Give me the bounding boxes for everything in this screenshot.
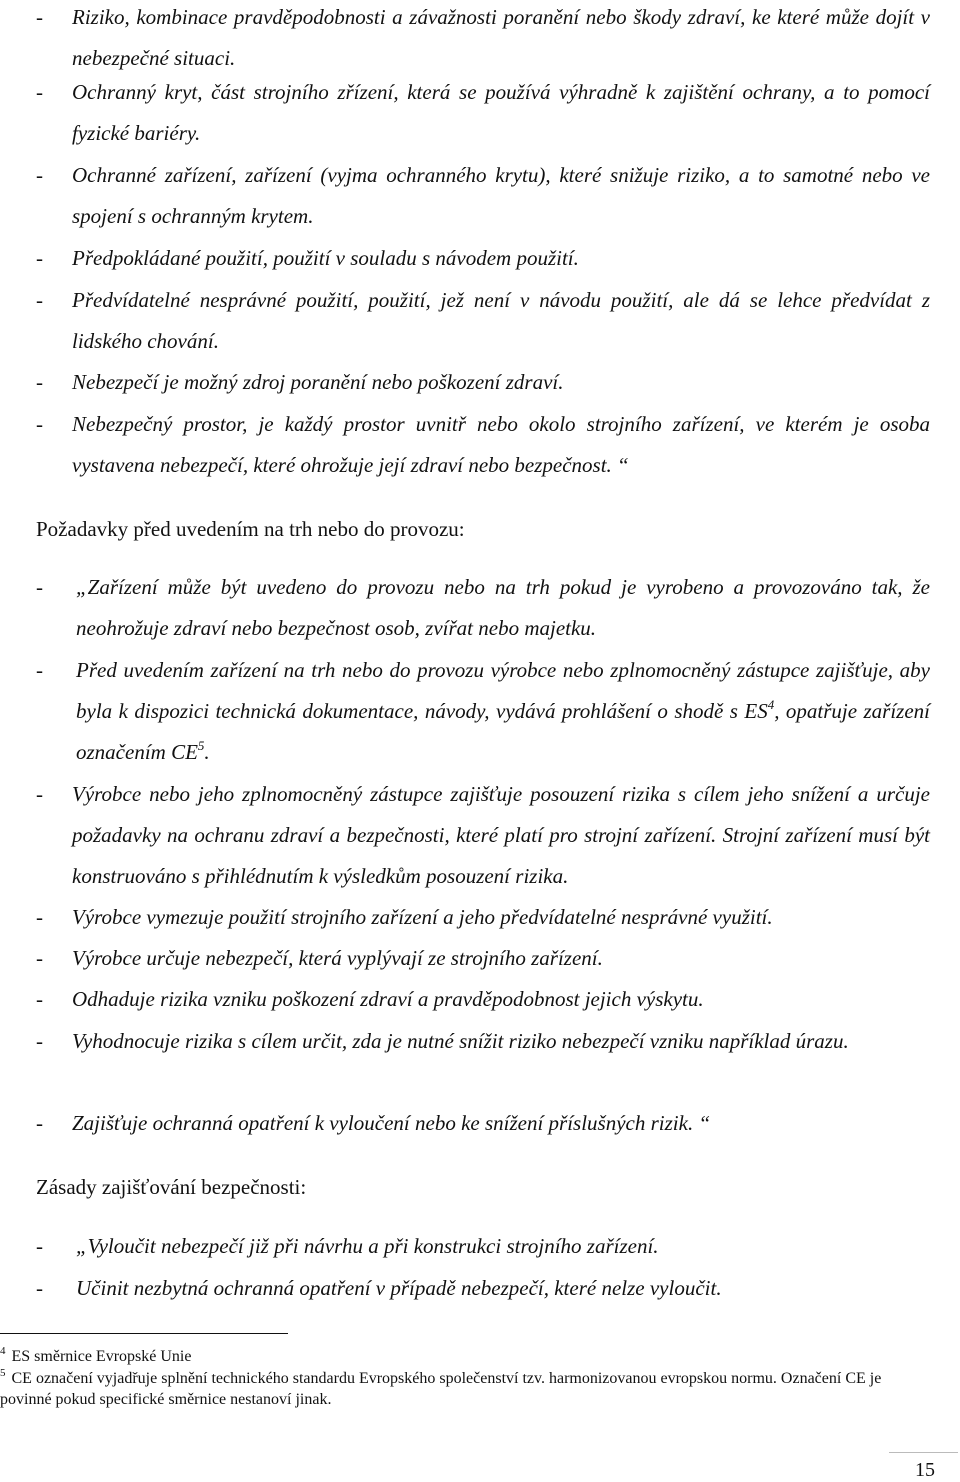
definition-ochranne-zarizeni [36,155,930,237]
list-dash: - [36,5,43,29]
list-dash: - [36,1029,43,1053]
definition-riziko [36,0,930,79]
list-dash: - [36,1111,43,1135]
requirement-text: Výrobce nebo jeho zplnomocněný zástupce zajišťuje posouzení rizika s cílem jeho snížení a určuje požadavky na ochranu zdraví a bezpečnosti, které platí pro strojní zařízení. Strojní zařízení musí být konstruováno s přihlédnutím k výsledkům posouzení rizika. [72,782,930,888]
definition-text: Riziko, kombinace pravděpodobnosti a závažnosti poranění nebo škody zdraví, ke které může dojít v nebezpečné situaci. [72,5,930,70]
list-dash: - [36,575,43,599]
definition-ochranny-kryt [36,72,930,154]
definition-nebezpecny-prostor [36,404,930,486]
page-number: 15 [915,1459,935,1481]
footnote-text: ES směrnice Evropské Unie [11,1348,192,1365]
list-dash: - [36,987,43,1011]
footnote-text: CE označení vyjadřuje splnění technického standardu Evropského společenství tzv. harmonizovanou evropskou normu. Označení CE je povinné pokud specifické směrnice nestanoví jinak. [0,1370,882,1408]
section-heading-zasady: Zásady zajišťování bezpečnosti: [36,1175,307,1199]
section-heading-pozadavky: Požadavky před uvedením na trh nebo do provozu: [36,517,465,541]
principle-text: „Vyloučit nebezpečí již při návrhu a při konstrukci strojního zařízení. [76,1234,659,1258]
list-dash: - [36,163,43,187]
footnote-4 [0,1346,920,1367]
list-dash: - [36,1276,43,1300]
requirement-text: Zajišťuje ochranná opatření k vyloučení nebo ke snížení příslušných rizik. “ [72,1111,711,1135]
definition-text: Ochranný kryt, část strojního zřízení, která se používá výhradně k zajištění ochrany, a to pomocí fyzické bariéry. [72,80,930,145]
definition-text: Předpokládané použití, použití v souladu s návodem použití. [72,246,579,270]
list-dash: - [36,80,43,104]
requirement-item [36,979,930,1020]
definition-text: Nebezpečí je možný zdroj poranění nebo poškození zdraví. [72,370,564,394]
definition-predpokladane-pouziti [36,238,930,279]
requirement-text-part: , opatřuje zařízení označením CE [76,699,930,764]
requirement-text-part: . [204,740,210,764]
list-dash: - [36,658,43,682]
footnote-mark: 4 [0,1344,6,1357]
list-dash: - [36,246,43,270]
footnote-ref-4: 4 [767,697,775,712]
requirement-item [36,938,930,979]
footnote-5 [0,1368,920,1410]
list-dash: - [36,1234,43,1258]
definition-predvidatelne-nespravne-pouziti [36,280,930,362]
list-dash: - [36,412,43,436]
list-dash: - [36,946,43,970]
requirement-item [36,1021,930,1062]
list-dash: - [36,370,43,394]
principle-item [36,1268,930,1309]
principle-text: Učinit nezbytná ochranná opatření v případě nebezpečí, které nelze vyloučit. [76,1276,722,1300]
definition-nebezpeci [36,362,930,403]
requirement-text: Vyhodnocuje rizika s cílem určit, zda je nutné snížit riziko nebezpečí vzniku například úrazu. [72,1029,849,1053]
requirement-item [36,774,930,897]
list-dash: - [36,782,43,806]
requirement-text: Výrobce určuje nebezpečí, která vyplývají ze strojního zařízení. [72,946,603,970]
list-dash: - [36,905,43,929]
requirement-item [36,567,930,649]
footnote-mark: 5 [0,1366,6,1379]
footnote-separator [0,1333,288,1334]
requirement-text [76,650,930,773]
requirement-text: Odhaduje rizika vzniku poškození zdraví a pravděpodobnost jejich výskytu. [72,987,704,1011]
requirement-item [36,650,930,773]
list-dash: - [36,288,43,312]
requirement-item [36,897,930,938]
principle-item [36,1226,930,1267]
footnote-ref-5: 5 [197,738,205,753]
requirement-text: Výrobce vymezuje použití strojního zařízení a jeho předvídatelné nesprávné využití. [72,905,773,929]
requirement-item [36,1103,930,1144]
requirement-text-part: Před uvedením zařízení na trh nebo do provozu výrobce nebo zplnomocněný zástupce zajišťuje, aby byla k dispozici technická dokumentace, návody, vydává prohlášení o shodě s ES [76,658,930,723]
requirement-text: „Zařízení může být uvedeno do provozu nebo na trh pokud je vyrobeno a provozováno tak, že neohrožuje zdraví nebo bezpečnost osob, zvířat nebo majetku. [76,575,930,640]
definition-text: Předvídatelné nesprávné použití, použití, jež není v návodu použití, ale dá se lehce předvídat z lidského chování. [72,288,930,353]
page-number-rule [889,1452,958,1453]
definition-text: Ochranné zařízení, zařízení (vyjma ochranného krytu), které snižuje riziko, a to samotné nebo ve spojení s ochranným krytem. [72,163,930,228]
definition-text: Nebezpečný prostor, je každý prostor uvnitř nebo okolo strojního zařízení, ve kterém je osoba vystavena nebezpečí, které ohrožuje její zdraví nebo bezpečnost. “ [72,412,930,477]
